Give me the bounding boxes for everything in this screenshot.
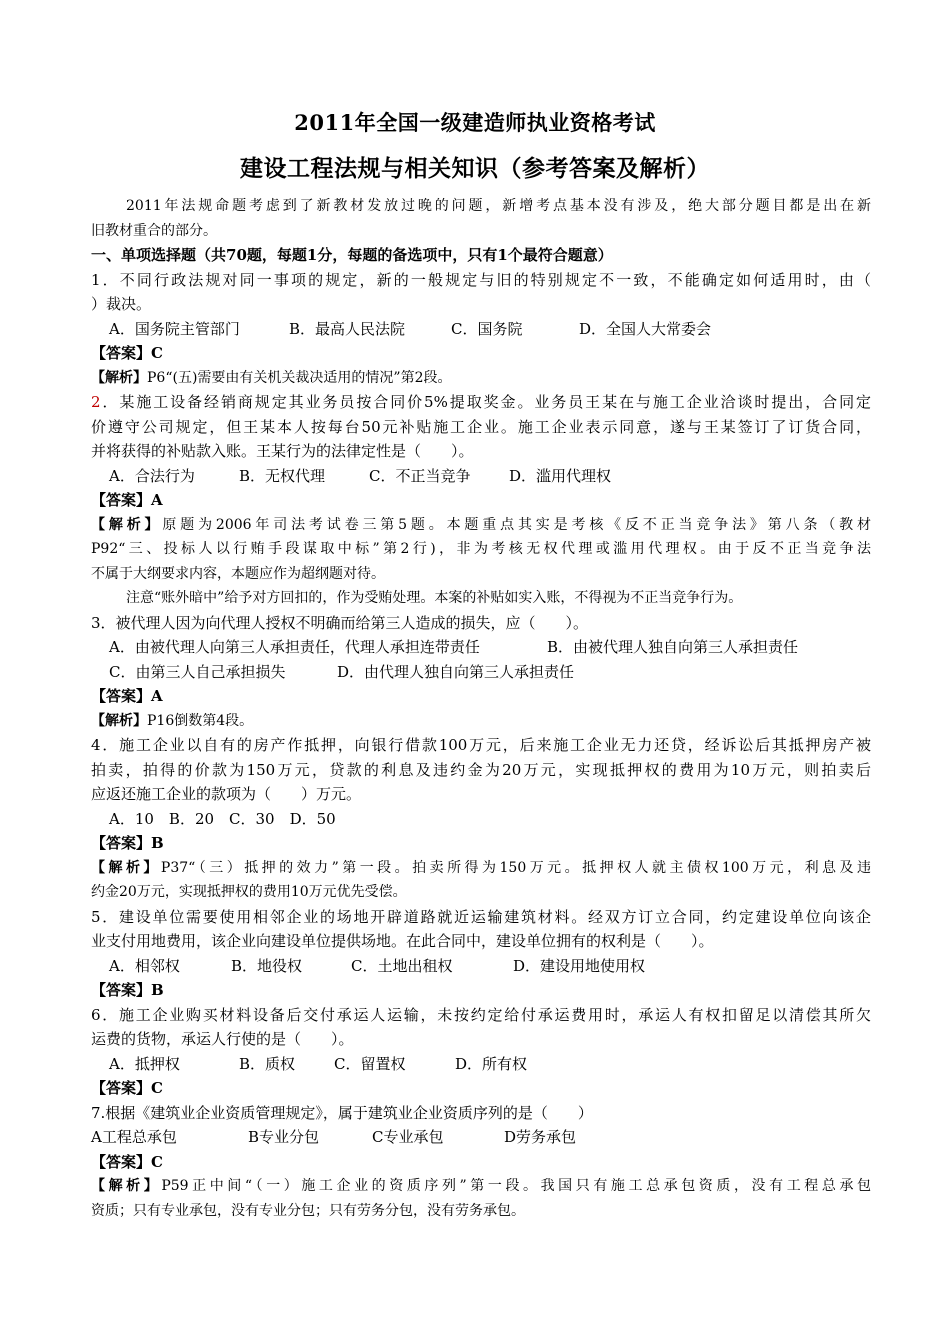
question-4-stem: 应返还施工企业的款项为（ ）万元。 [91, 785, 362, 803]
option-a: A．合法行为 [109, 466, 195, 485]
option-c: C．土地出租权 [351, 956, 453, 975]
question-4-stem: 拍卖，拍得的价款为150万元，贷款的利息及违约金为20万元，实现抵押权的费用为10万元，则拍卖后 [91, 760, 871, 779]
answer-value: C [151, 1079, 163, 1097]
option-b: B．最高人民法院 [289, 319, 406, 338]
answer-line: 【答案】B [91, 834, 164, 852]
analysis-line: 【解析】原题为2006年司法考试卷三第5题。本题重点其实是考核《反不正当竞争法》第八条（教材 [91, 516, 872, 533]
answer-value: A [151, 687, 163, 705]
note-line: 注意“账外暗中”给予对方回扣的，作为受贿处理。本案的补贴如实入账，不得视为不正当竞争行为。 [126, 590, 743, 606]
question-1-options [91, 317, 871, 342]
question-3-options [91, 660, 871, 685]
answer-value: A [151, 491, 163, 509]
document-title: 2011年全国一级建造师执业资格考试 [294, 110, 656, 135]
option-d: D劳务承包 [504, 1128, 577, 1146]
document-subtitle: 建设工程法规与相关知识（参考答案及解析） [240, 155, 710, 182]
option-c: C．留置权 [334, 1054, 406, 1073]
question-7-stem: 7.根据《建筑业企业资质管理规定》，属于建筑业企业资质序列的是（ ） [91, 1103, 593, 1122]
answer-value: C [151, 1152, 163, 1171]
analysis-line: 【解析】P16倒数第4段。 [91, 712, 254, 729]
question-2-stem: 价遵守公司规定，但王某本人按每台50元补贴施工企业。施工企业表示同意，遂与王某签订了订货合同， [91, 417, 871, 436]
question-6-stem: 运费的货物，承运人行使的是（ ）。 [91, 1030, 354, 1048]
analysis-line: 【解析】P59正中间“（一）施工企业的资质序列”第一段。我国只有施工总承包资质，没有工程总承包 [91, 1178, 872, 1194]
question-4-stem: 4．施工企业以自有的房产作抵押，向银行借款100万元，后来施工企业无力还贷，经诉讼后其抵押房产被 [91, 736, 871, 754]
question-3-stem: 3．被代理人因为向代理人授权不明确而给第三人造成的损失，应（ ）。 [91, 613, 589, 632]
option-b: B．地役权 [231, 956, 303, 975]
question-1-stem: 1．不同行政法规对同一事项的规定，新的一般规定与旧的特别规定不一致，不能确定如何适用时，由（ [91, 270, 871, 289]
option-d: D．由代理人独自向第三人承担责任 [337, 662, 575, 681]
option-d: D．滥用代理权 [509, 466, 612, 485]
answer-line [91, 341, 871, 366]
section-heading: 一、单项选择题（共70题，每题1分，每题的备选项中，只有1个最符合题意） [91, 246, 613, 264]
analysis-line: 资质；只有专业承包，没有专业分包；只有劳务分包，没有劳务承包。 [91, 1202, 525, 1219]
analysis-label: 【解析】 [91, 712, 147, 729]
analysis-label: 【解析】 [91, 859, 161, 876]
option-b: B．无权代理 [239, 466, 326, 485]
option-b: B．由被代理人独自向第三人承担责任 [547, 638, 799, 656]
answer-value: C [151, 344, 163, 362]
question-4-options: A．10 B．20 C．30 D．50 [109, 809, 336, 828]
analysis-line: 【解析】P37“（三）抵押的效力”第一段。拍卖所得为150万元。抵押权人就主债权100万元，利息及违 [91, 859, 871, 876]
option-c: C．由第三人自己承担损失 [109, 662, 286, 681]
option-b: B专业分包 [248, 1128, 320, 1146]
answer-line: 【答案】C [91, 1079, 163, 1097]
option-a: A．由被代理人向第三人承担责任，代理人承担连带责任 [109, 638, 480, 656]
question-3-options [91, 635, 871, 660]
question-2-stem: 并将获得的补贴款入账。王某行为的法律定性是（ ）。 [91, 442, 474, 460]
question-7-options [91, 1125, 871, 1150]
option-b: B．质权 [239, 1054, 296, 1073]
answer-line: 【答案】A [91, 491, 163, 509]
answer-line: 【答案】A [91, 687, 163, 705]
answer-line: 【答案】B [91, 981, 164, 999]
question-2-options [91, 464, 871, 489]
analysis-label: 【解析】 [91, 1178, 162, 1194]
analysis-line [91, 366, 871, 391]
question-6-stem: 6．施工企业购买材料设备后交付承运人运输，未按约定给付承运费用时，承运人有权扣留足以清偿其所欠 [91, 1005, 871, 1024]
question-1-stem: ）裁决。 [91, 295, 152, 313]
question-5-options [91, 954, 871, 979]
analysis-line: 不属于大纲要求内容，本题应作为超纲题对待。 [91, 565, 385, 582]
analysis-label: 【解析】 [91, 369, 147, 386]
option-c: C．国务院 [451, 319, 523, 338]
option-d: D．全国人大常委会 [579, 319, 712, 338]
option-a: A工程总承包 [91, 1128, 177, 1146]
option-a: A．国务院主管部门 [109, 319, 240, 338]
document-body [91, 194, 871, 1223]
analysis-line: 约金20万元，实现抵押权的费用10万元优先受偿。 [91, 884, 407, 900]
question-6-options [91, 1052, 871, 1077]
question-2-stem: 2．某施工设备经销商规定其业务员按合同价5%提取奖金。业务员王某在与施工企业洽谈时提出，合同定 [91, 393, 871, 411]
option-d: D．所有权 [455, 1054, 528, 1073]
answer-value: B [151, 981, 164, 999]
answer-line: 【答案】C [91, 1152, 163, 1171]
option-a: A．抵押权 [109, 1054, 180, 1073]
intro-line: 旧教材重合的部分。 [91, 222, 217, 239]
option-d: D．建设用地使用权 [513, 956, 646, 975]
answer-label: 【答案】 [91, 344, 152, 362]
analysis-line: P92“三、投标人以行贿手段谋取中标”第2行)，非为考核无权代理或滥用代理权。由于反不正当竞争法 [91, 541, 871, 557]
question-5-stem: 5．建设单位需要使用相邻企业的场地开辟道路就近运输建筑材料。经双方订立合同，约定建设单位向该企 [91, 907, 871, 926]
option-c: C．不正当竞争 [369, 466, 471, 485]
option-a: A．相邻权 [109, 956, 180, 975]
question-number: 2 [91, 393, 101, 411]
option-c: C专业承包 [372, 1128, 444, 1146]
answer-value: B [151, 834, 164, 852]
question-5-stem: 业支付用地费用，该企业向建设单位提供场地。在此合同中，建设单位拥有的权利是（ ）。 [91, 932, 714, 950]
intro-line: 2011年法规命题考虑到了新教材发放过晚的问题，新增考点基本没有涉及，绝大部分题目都是出在新 [126, 198, 871, 214]
analysis-label: 【解析】 [91, 516, 163, 533]
analysis-text: P6“(五)需要由有关机关裁决适用的情况”第2段。 [147, 369, 452, 386]
